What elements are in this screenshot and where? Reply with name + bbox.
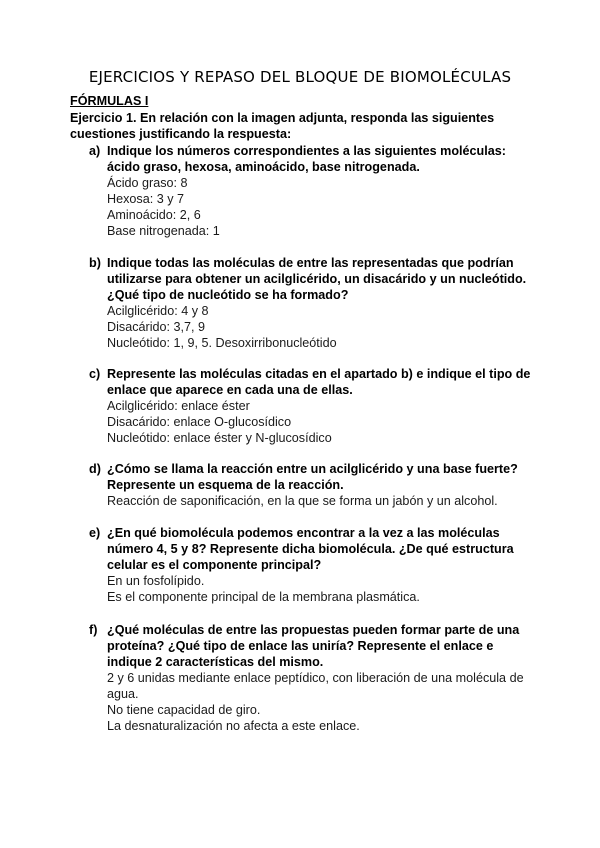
question-text: ¿Qué moléculas de entre las propuestas pueden formar parte de una proteína? ¿Qué tipo de enlace las uniría? Represente el enlace e indique 2 características del mismo. (107, 623, 520, 669)
question-item (70, 461, 540, 509)
answer-line: Acilglicérido: enlace éster (107, 399, 250, 413)
answer-block (107, 398, 540, 446)
answer-block (107, 670, 540, 734)
document-title: EJERCICIOS Y REPASO DEL BLOQUE DE BIOMOLÉCULAS (88, 68, 512, 86)
answer-line: Reacción de saponificación, en la que se forma un jabón y un alcohol. (107, 494, 498, 508)
answer-line: Es el componente principal de la membrana plasmática. (107, 590, 420, 604)
answer-line: Disacárido: enlace O-glucosídico (107, 415, 292, 429)
answer-line: Ácido graso: 8 (107, 176, 188, 190)
answer-line: Base nitrogenada: 1 (107, 224, 220, 238)
question-item (70, 622, 540, 734)
exercise-text: En relación con la imagen adjunta, responda las siguientes cuestiones justificando la respuesta: (70, 111, 495, 141)
question-text: Represente las moléculas citadas en el apartado b) e indique el tipo de enlace que aparece en cada una de ellas. (107, 367, 531, 397)
question-text: Indique todas las moléculas de entre las representadas que podrían utilizarse para obtener un acilglicérido, un disacárido y un nucleótido. ¿Qué tipo de nucleótido se ha formado? (107, 256, 527, 302)
section-heading: FÓRMULAS I (70, 94, 149, 108)
question-letter: d) (89, 462, 101, 476)
answer-line: La desnaturalización no afecta a este enlace. (107, 719, 360, 733)
answer-line: 2 y 6 unidas mediante enlace peptídico, con liberación de una molécula de agua. (107, 671, 524, 701)
answer-block (107, 573, 540, 605)
question-item (70, 366, 540, 446)
question-text: ¿En qué biomolécula podemos encontrar a la vez a las moléculas número 4, 5 y 8? Represente dicha biomolécula. ¿De qué estructura celular es el componente principal? (107, 526, 514, 572)
answer-line: En un fosfolípido. (107, 574, 205, 588)
answer-line: Disacárido: 3,7, 9 (107, 320, 206, 334)
question-item (70, 143, 540, 239)
question-letter: a) (89, 144, 101, 158)
answer-line: No tiene capacidad de giro. (107, 703, 261, 717)
question-text: ¿Cómo se llama la reacción entre un acilglicérido y una base fuerte? Represente un esquema de la reacción. (107, 462, 518, 492)
question-letter: c) (89, 367, 101, 381)
answer-block (107, 175, 540, 239)
question-text: Indique los números correspondientes a las siguientes moléculas: ácido graso, hexosa, aminoácido, base nitrogenada. (107, 144, 506, 174)
question-item (70, 255, 540, 351)
answer-line: Acilglicérido: 4 y 8 (107, 304, 209, 318)
exercise-label: Ejercicio 1. (70, 111, 137, 125)
question-item (70, 525, 540, 605)
answer-block (107, 303, 540, 351)
answer-line: Hexosa: 3 y 7 (107, 192, 185, 206)
question-letter: f) (89, 623, 98, 637)
question-letter: e) (89, 526, 101, 540)
question-letter: b) (89, 256, 101, 270)
answer-block (107, 493, 540, 509)
answer-line: Aminoácido: 2, 6 (107, 208, 201, 222)
exercise-intro (70, 110, 540, 142)
answer-line: Nucleótido: enlace éster y N-glucosídico (107, 431, 332, 445)
answer-line: Nucleótido: 1, 9, 5. Desoxirribonucleótido (107, 336, 337, 350)
